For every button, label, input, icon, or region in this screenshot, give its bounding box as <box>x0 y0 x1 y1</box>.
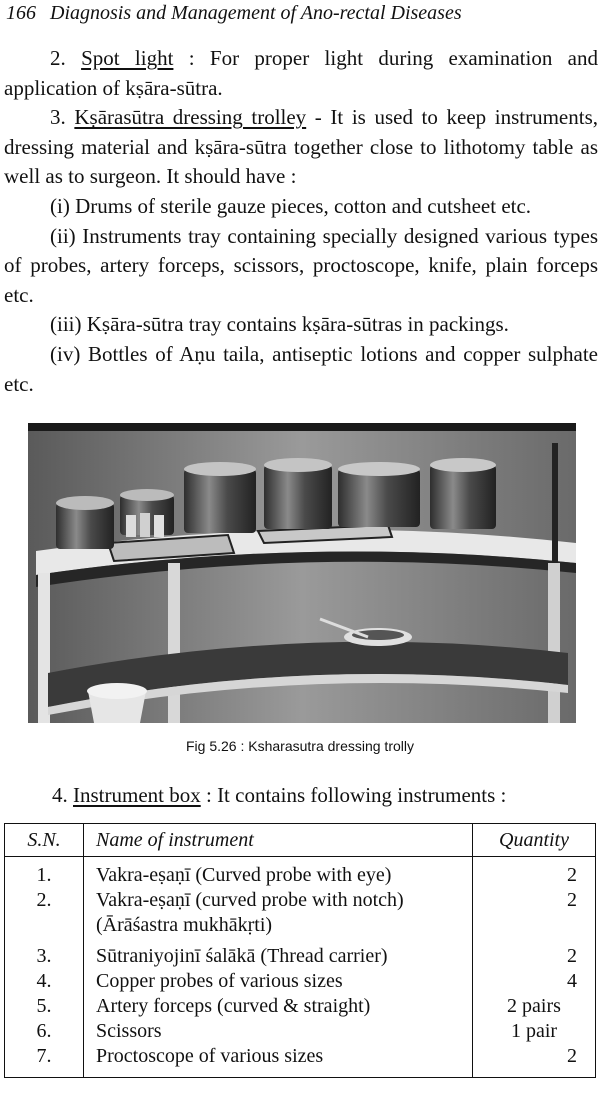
cell-name: Scissors <box>84 1019 473 1044</box>
item-text: : It contains following instruments : <box>200 783 507 807</box>
item-number: 2. <box>50 46 66 70</box>
header-sn: S.N. <box>5 824 84 857</box>
item-number: 3. <box>50 105 66 130</box>
cell-sn: 7. <box>5 1044 84 1078</box>
table-header-row <box>5 824 596 857</box>
cell-name-line: (Ārāśastra mukhākṛti) <box>96 914 273 936</box>
table-row <box>5 1019 596 1044</box>
item-term: Kṣārasūtra dressing trolley <box>74 105 307 130</box>
table-row <box>5 969 596 994</box>
table-row <box>5 1044 596 1078</box>
cell-sn: 1. <box>5 857 84 889</box>
item-term: Spot light <box>81 46 174 70</box>
cell-quantity: 2 <box>473 857 596 889</box>
table-row <box>5 994 596 1019</box>
trolley-list-item: (i) Drums of sterile gauze pieces, cotton and cutsheet etc. <box>50 193 532 218</box>
cell-name: Artery forceps (curved & straight) <box>84 994 473 1019</box>
item-text: - It is used to keep instruments, dressing material and kṣāra-sūtra together close to lithotomy table as well as to surgeon. It should have : <box>4 105 598 189</box>
cell-sn: 6. <box>5 1019 84 1044</box>
cell-sn: 2. <box>5 888 84 938</box>
instrument-table <box>4 823 596 1078</box>
cell-sn: 5. <box>5 994 84 1019</box>
cell-name: Vakra-eṣaṇī (Curved probe with eye) <box>84 857 473 889</box>
running-header <box>6 0 596 26</box>
item-text: : For proper light during examination and application of kṣāra-sūtra. <box>4 46 598 100</box>
trolley-photo <box>28 423 576 723</box>
cell-name: Sūtraniyojinī śalākā (Thread carrier) <box>84 938 473 969</box>
cell-quantity: 1 pair <box>473 1019 596 1044</box>
trolley-list-item: (iv) Bottles of Aṇu taila, antiseptic lotions and copper sulphate etc. <box>4 341 598 396</box>
cell-quantity: 4 <box>473 969 596 994</box>
cell-name-line: Vakra-eṣaṇī (curved probe with notch) <box>96 889 404 911</box>
table-row <box>5 938 596 969</box>
body-text <box>4 44 598 399</box>
page-number: 166 <box>6 2 36 24</box>
cell-quantity: 2 <box>473 888 596 938</box>
item-number: 4. <box>52 783 68 807</box>
cell-quantity: 2 <box>473 1044 596 1078</box>
cell-sn: 3. <box>5 938 84 969</box>
cell-quantity: 2 pairs <box>473 994 596 1019</box>
item-instrument-box <box>52 781 598 809</box>
item-trolley <box>4 103 598 192</box>
cell-name <box>84 888 473 938</box>
cell-quantity: 2 <box>473 938 596 969</box>
table-row <box>5 888 596 938</box>
running-title: Diagnosis and Management of Ano-rectal Diseases <box>50 2 462 24</box>
trolley-list-item: (ii) Instruments tray containing specially designed various types of probes, artery forceps, scissors, proctoscope, knife, plain forceps etc. <box>4 223 598 307</box>
cell-sn: 4. <box>5 969 84 994</box>
trolley-photo-illustration <box>28 423 576 723</box>
item-spot-light <box>4 44 598 103</box>
cell-name: Copper probes of various sizes <box>84 969 473 994</box>
figure-caption: Fig 5.26 : Ksharasutra dressing trolly <box>186 738 414 754</box>
header-name: Name of instrument <box>84 824 473 857</box>
table-row <box>5 857 596 889</box>
trolley-list-item: (iii) Kṣāra-sūtra tray contains kṣāra-sūtras in packings. <box>50 312 509 337</box>
header-quantity: Quantity <box>473 824 596 857</box>
item-term: Instrument box <box>73 783 201 807</box>
cell-name: Proctoscope of various sizes <box>84 1044 473 1078</box>
